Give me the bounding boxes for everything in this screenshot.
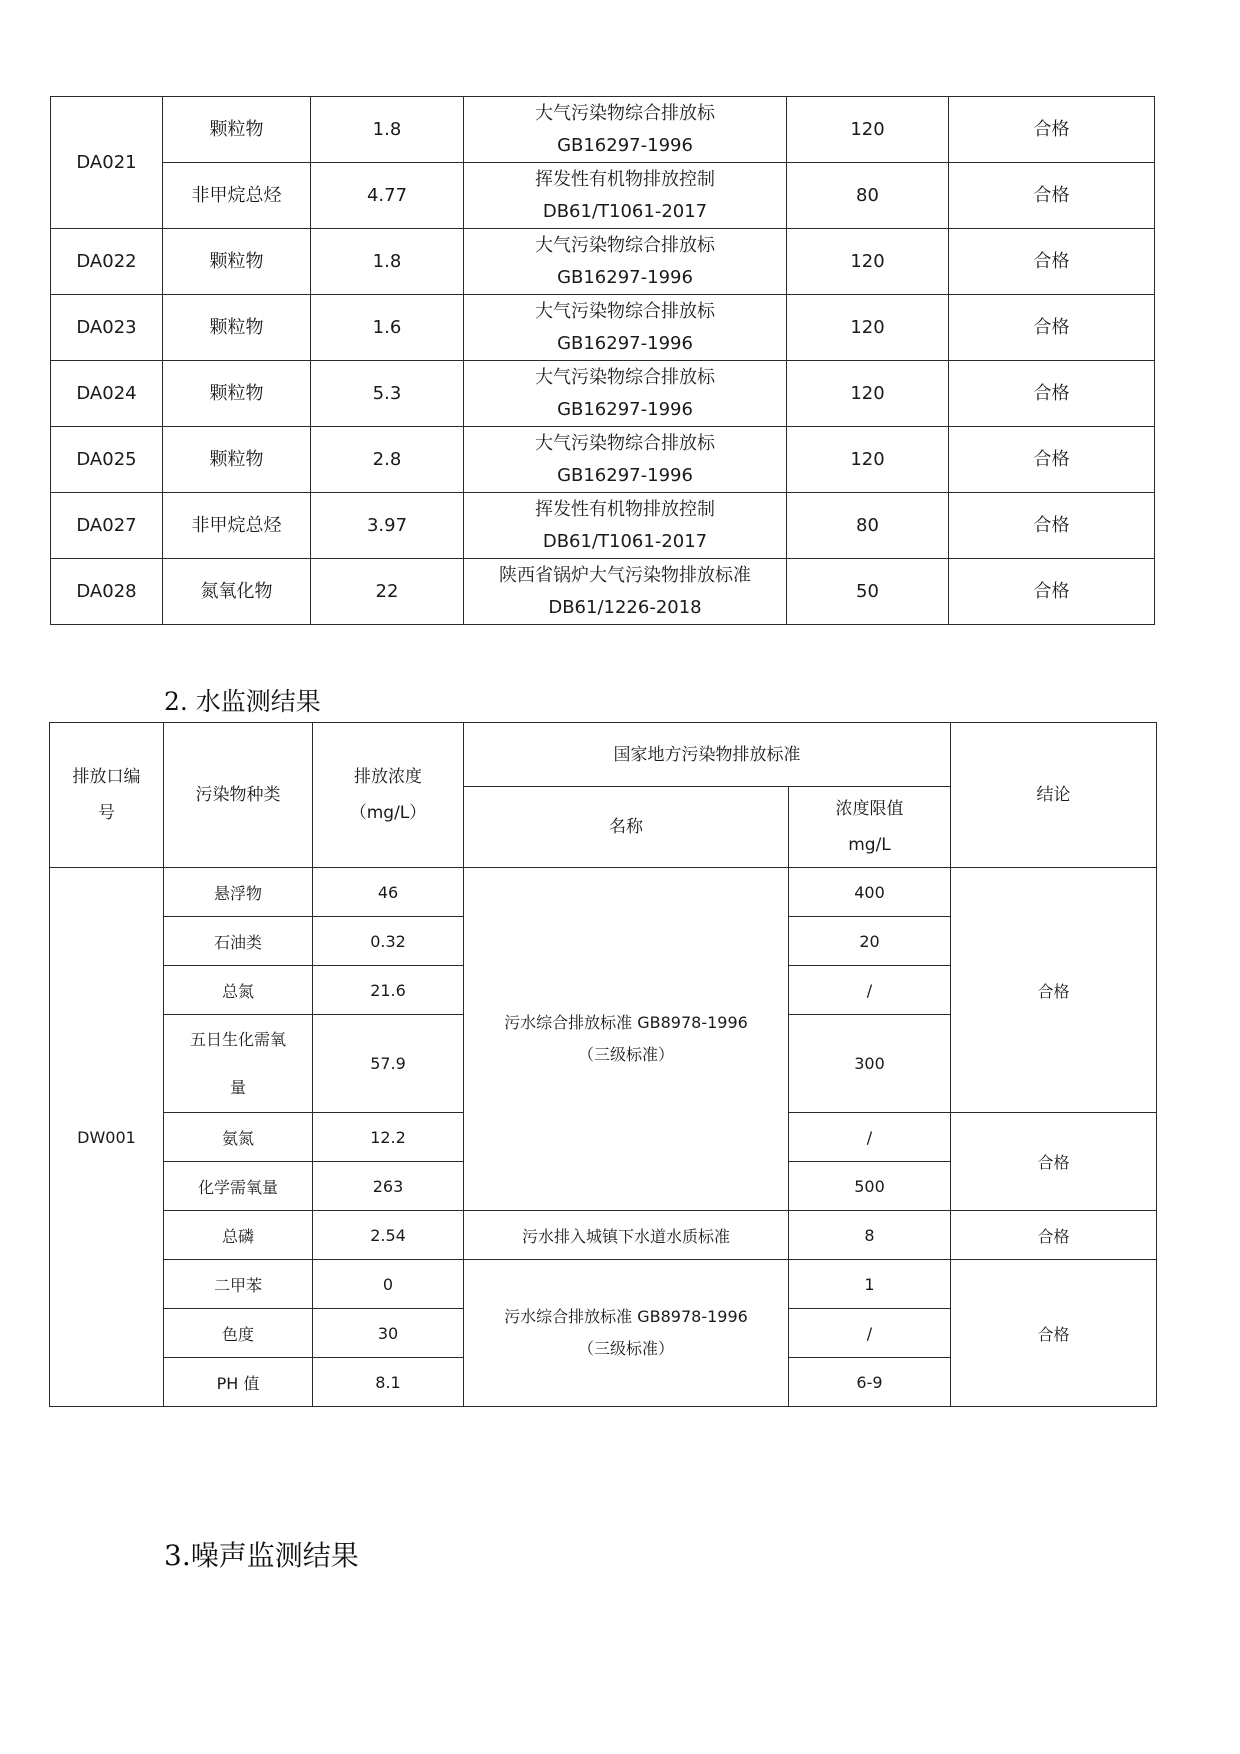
concentration: 22	[311, 559, 464, 625]
pollutant: 总磷	[164, 1211, 313, 1260]
pollutant: 颗粒物	[163, 229, 311, 295]
conclusion: 合格	[951, 868, 1157, 1113]
standard: 大气污染物综合排放标 GB16297-1996	[464, 427, 787, 493]
noise-section-heading: 3.噪声监测结果	[164, 1539, 359, 1572]
limit: 300	[789, 1015, 951, 1113]
concentration: 30	[313, 1309, 464, 1358]
pollutant: 颗粒物	[163, 97, 311, 163]
concentration: 12.2	[313, 1113, 464, 1162]
conclusion: 合格	[951, 1211, 1157, 1260]
limit: 120	[787, 97, 949, 163]
header-pollutant: 污染物种类	[164, 723, 313, 868]
water-monitoring-table	[49, 722, 1157, 1407]
standard: 陕西省锅炉大气污染物排放标准 DB61/1226-2018	[464, 559, 787, 625]
water-section-heading: 2. 水监测结果	[164, 687, 321, 716]
pollutant: 非甲烷总烃	[163, 493, 311, 559]
conclusion: 合格	[949, 427, 1155, 493]
outlet-id: DA027	[51, 493, 163, 559]
standard: 污水排入城镇下水道水质标准	[464, 1211, 789, 1260]
standard: 大气污染物综合排放标 GB16297-1996	[464, 295, 787, 361]
pollutant: 非甲烷总烃	[163, 163, 311, 229]
limit: 80	[787, 163, 949, 229]
pollutant: PH 值	[164, 1358, 313, 1407]
table-row	[51, 427, 1155, 493]
limit: /	[789, 966, 951, 1015]
limit: 6-9	[789, 1358, 951, 1407]
concentration: 3.97	[311, 493, 464, 559]
table-row	[51, 361, 1155, 427]
standard: 污水综合排放标准 GB8978-1996 （三级标准）	[464, 1260, 789, 1407]
table-row	[50, 1211, 1157, 1260]
limit: 80	[787, 493, 949, 559]
concentration: 57.9	[313, 1015, 464, 1113]
pollutant: 颗粒物	[163, 361, 311, 427]
limit: 120	[787, 295, 949, 361]
table-row	[51, 295, 1155, 361]
conclusion: 合格	[949, 559, 1155, 625]
table-row	[50, 868, 1157, 917]
outlet-id: DW001	[50, 868, 164, 1407]
pollutant: 色度	[164, 1309, 313, 1358]
header-row	[50, 723, 1157, 787]
limit: 8	[789, 1211, 951, 1260]
pollutant: 悬浮物	[164, 868, 313, 917]
table-row	[51, 97, 1155, 163]
header-outlet: 排放口编 号	[50, 723, 164, 868]
limit: 20	[789, 917, 951, 966]
pollutant: 颗粒物	[163, 295, 311, 361]
outlet-id: DA024	[51, 361, 163, 427]
header-standard-name: 名称	[464, 787, 789, 868]
concentration: 21.6	[313, 966, 464, 1015]
conclusion: 合格	[949, 163, 1155, 229]
outlet-id: DA025	[51, 427, 163, 493]
standard: 大气污染物综合排放标 GB16297-1996	[464, 229, 787, 295]
concentration: 1.8	[311, 229, 464, 295]
concentration: 1.6	[311, 295, 464, 361]
outlet-id: DA028	[51, 559, 163, 625]
pollutant: 总氮	[164, 966, 313, 1015]
table-row	[51, 559, 1155, 625]
limit: 1	[789, 1260, 951, 1309]
header-concentration: 排放浓度 （mg/L）	[313, 723, 464, 868]
limit: 50	[787, 559, 949, 625]
limit: /	[789, 1113, 951, 1162]
concentration: 0	[313, 1260, 464, 1309]
standard: 大气污染物综合排放标 GB16297-1996	[464, 361, 787, 427]
header-conclusion: 结论	[951, 723, 1157, 868]
pollutant: 五日生化需氧 量	[164, 1015, 313, 1113]
standard: 污水综合排放标准 GB8978-1996 （三级标准）	[464, 868, 789, 1211]
table-row	[51, 229, 1155, 295]
table-row	[50, 1260, 1157, 1309]
conclusion: 合格	[949, 97, 1155, 163]
limit: /	[789, 1309, 951, 1358]
concentration: 5.3	[311, 361, 464, 427]
limit: 120	[787, 361, 949, 427]
limit: 120	[787, 427, 949, 493]
conclusion: 合格	[949, 361, 1155, 427]
concentration: 4.77	[311, 163, 464, 229]
conclusion: 合格	[949, 493, 1155, 559]
limit: 120	[787, 229, 949, 295]
outlet-id: DA023	[51, 295, 163, 361]
conclusion: 合格	[951, 1113, 1157, 1211]
pollutant: 二甲苯	[164, 1260, 313, 1309]
air-monitoring-table	[50, 96, 1155, 625]
concentration: 46	[313, 868, 464, 917]
conclusion: 合格	[951, 1260, 1157, 1407]
concentration: 263	[313, 1162, 464, 1211]
standard: 挥发性有机物排放控制 DB61/T1061-2017	[464, 163, 787, 229]
limit: 400	[789, 868, 951, 917]
limit: 500	[789, 1162, 951, 1211]
pollutant: 颗粒物	[163, 427, 311, 493]
concentration: 0.32	[313, 917, 464, 966]
standard: 挥发性有机物排放控制 DB61/T1061-2017	[464, 493, 787, 559]
standard: 大气污染物综合排放标 GB16297-1996	[464, 97, 787, 163]
concentration: 1.8	[311, 97, 464, 163]
concentration: 2.8	[311, 427, 464, 493]
header-standard-group: 国家地方污染物排放标准	[464, 723, 951, 787]
header-limit: 浓度限值 mg/L	[789, 787, 951, 868]
concentration: 2.54	[313, 1211, 464, 1260]
pollutant: 化学需氧量	[164, 1162, 313, 1211]
table-row	[51, 493, 1155, 559]
conclusion: 合格	[949, 229, 1155, 295]
pollutant: 氮氧化物	[163, 559, 311, 625]
pollutant: 氨氮	[164, 1113, 313, 1162]
outlet-id: DA021	[51, 97, 163, 229]
conclusion: 合格	[949, 295, 1155, 361]
table-row	[51, 163, 1155, 229]
outlet-id: DA022	[51, 229, 163, 295]
concentration: 8.1	[313, 1358, 464, 1407]
pollutant: 石油类	[164, 917, 313, 966]
